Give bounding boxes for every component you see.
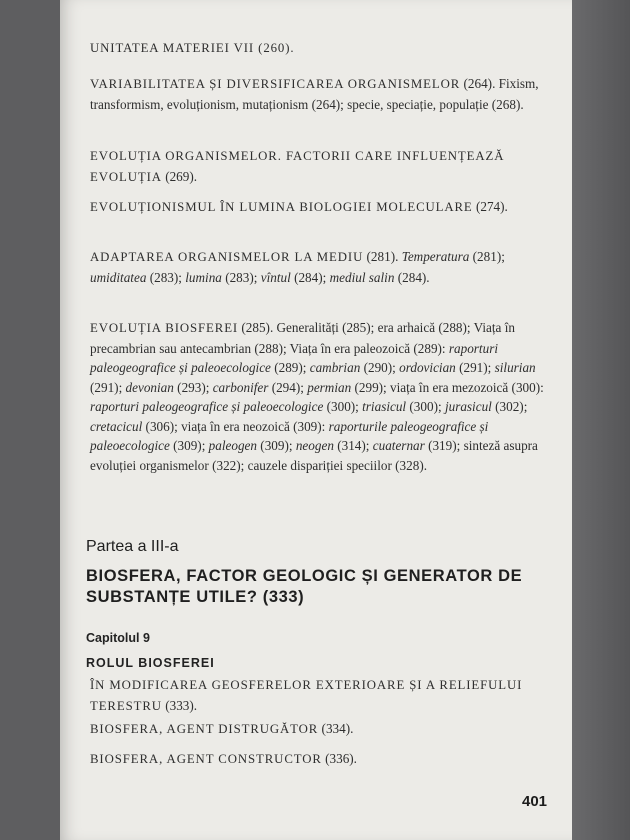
toc-entry	[90, 749, 558, 770]
entry-text: (284);	[290, 269, 330, 285]
facing-page-edge	[572, 0, 630, 840]
entry-italic-term: raporturi paleogeografice și paleoecologice	[90, 340, 498, 375]
toc-entry	[90, 146, 558, 187]
entry-text: (269).	[161, 168, 198, 184]
entry-text: (289);	[270, 360, 310, 375]
page-number: 401	[522, 793, 548, 810]
entry-italic-term: cuaternar	[372, 438, 425, 453]
entry-text: (281).	[363, 249, 402, 264]
toc-entry	[90, 675, 558, 716]
entry-italic-term: mediul salin	[329, 269, 395, 285]
part-title: BIOSFERA, FACTOR GEOLOGIC ȘI GENERATOR DE SUBSTANȚE UTILE? (333)	[86, 567, 523, 606]
entry-text: (290);	[360, 360, 400, 375]
entry-italic-term: triasicul	[362, 399, 407, 414]
entry-italic-term: jurasicul	[444, 399, 492, 414]
entry-italic-term: cretacicul	[90, 418, 143, 434]
entry-heading: BIOSFERA, AGENT DISTRUGĂTOR	[90, 722, 319, 736]
entry-italic-term: lumina	[185, 269, 222, 285]
entry-italic-term: devonian	[125, 379, 174, 395]
entry-italic-term: raporturi paleogeografice și paleoecologice	[90, 399, 324, 414]
entry-heading: EVOLUȚIONISMUL ÎN LUMINA BIOLOGIEI MOLECULARE	[90, 200, 473, 214]
entry-heading: BIOSFERA, AGENT CONSTRUCTOR	[90, 752, 322, 766]
entry-text: (274).	[472, 199, 508, 214]
entry-text: (291);	[90, 379, 126, 395]
entry-text: (283);	[146, 269, 186, 285]
part-label: Partea a III-a	[86, 538, 179, 555]
entry-text: (333).	[161, 697, 198, 713]
entry-heading: ADAPTAREA ORGANISMELOR LA MEDIU	[90, 250, 364, 264]
entry-text: (299); viața în era mezozoică (300):	[351, 379, 544, 395]
chapter-title: ROLUL BIOSFEREI	[86, 656, 215, 670]
entry-heading: UNITATEA MATERIEI VII (260).	[90, 41, 295, 55]
entry-italic-term: ordovician	[399, 360, 456, 375]
toc-entry	[90, 318, 558, 475]
entry-heading: EVOLUȚIA ORGANISMELOR. FACTORII CARE INFLUENȚEAZĂ EVOLUȚIA	[90, 149, 505, 184]
entry-text: (334).	[318, 721, 354, 736]
entry-italic-term: neogen	[295, 438, 334, 453]
entry-text: (300);	[406, 399, 445, 414]
toc-entry	[90, 74, 558, 114]
entry-text: (283);	[221, 269, 261, 285]
entry-text: (285). Generalități (285); era arhaică (288); Viața în precambrian sau antecambrian (288); Viața în era paleozoică (289):	[90, 320, 515, 356]
entry-text: (309);	[169, 438, 209, 453]
entry-heading: EVOLUȚIA BIOSFEREI	[90, 321, 239, 335]
entry-italic-term: umiditatea	[90, 269, 147, 285]
entry-text: (302);	[491, 399, 528, 414]
entry-italic-term: silurian	[494, 360, 536, 375]
entry-text: (293);	[173, 379, 213, 395]
entry-italic-term: Temperatura	[401, 249, 470, 264]
entry-text: (281);	[469, 249, 505, 264]
entry-text: (309);	[257, 438, 296, 453]
entry-italic-term: cambrian	[309, 360, 361, 375]
entry-italic-term: permian	[307, 379, 352, 395]
entry-text: (314);	[333, 438, 373, 453]
entry-text: (336).	[321, 751, 357, 766]
entry-italic-term: vîntul	[260, 269, 291, 285]
toc-entry	[90, 197, 558, 218]
entry-heading: VARIABILITATEA ȘI DIVERSIFICAREA ORGANISMELOR	[90, 77, 461, 91]
entry-heading: ÎN MODIFICAREA GEOSFERELOR EXTERIOARE ȘI A RELIEFULUI TERESTRU	[90, 678, 523, 713]
entry-italic-term: paleogen	[208, 438, 257, 453]
toc-entry	[90, 38, 558, 59]
entry-text: (294);	[268, 379, 308, 395]
toc-entry	[90, 247, 558, 287]
entry-text: (306); viața în era neozoică (309):	[142, 418, 329, 434]
entry-text: (319); sinteză asupra evoluției organismelor (322); cauzele dispariției speciilor (328).	[90, 438, 538, 473]
entry-text: (284).	[394, 269, 430, 285]
chapter-label: Capitolul 9	[86, 631, 150, 645]
entry-text: (300);	[323, 399, 363, 414]
toc-entry	[90, 719, 558, 740]
entry-italic-term: raporturile paleogeografice și paleoecologice	[90, 418, 489, 453]
entry-text: (291);	[455, 360, 495, 375]
entry-text: (264). Fixism, transformism, evoluționism, mutaționism (264); specie, speciație, populație (268).	[90, 76, 539, 112]
entry-italic-term: carbonifer	[212, 379, 269, 395]
